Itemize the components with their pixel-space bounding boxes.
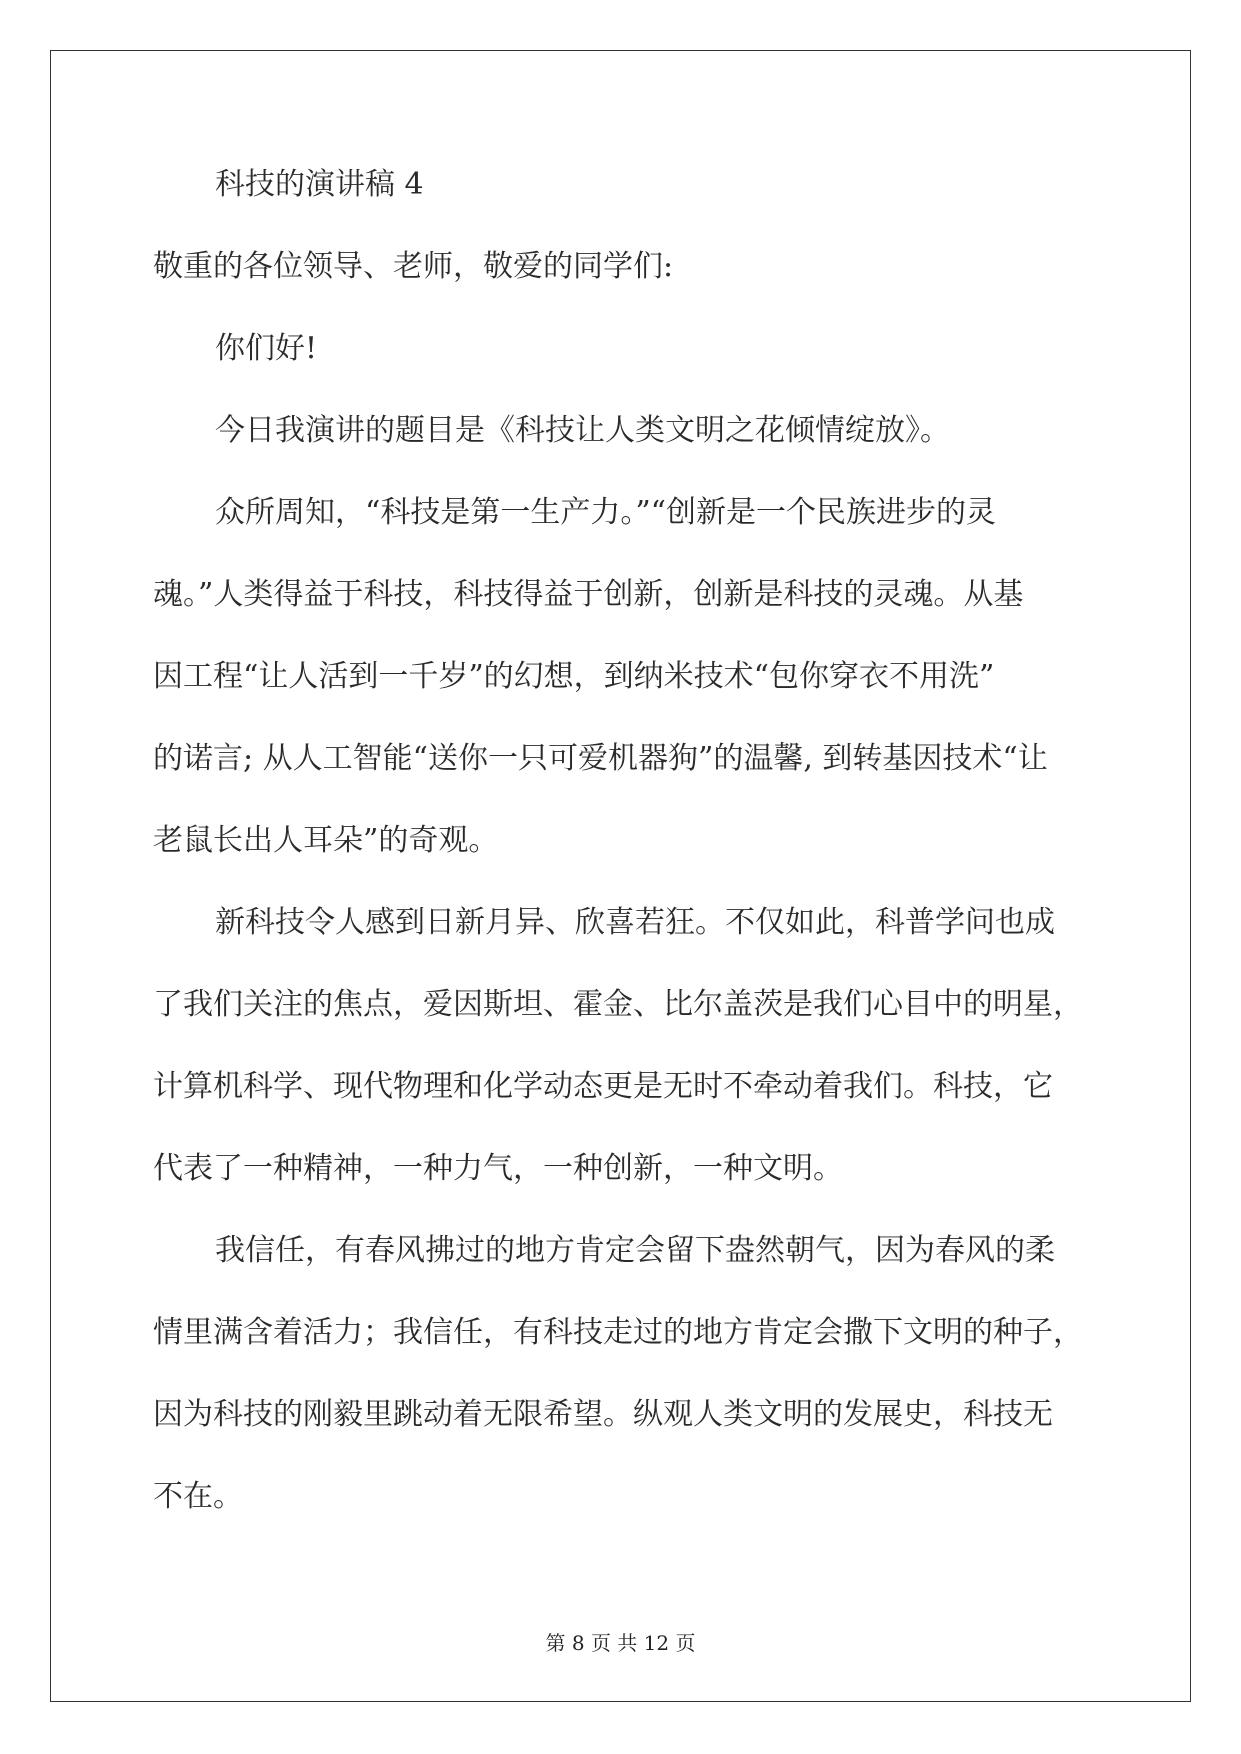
paragraph-line: 新科技令人感到日新月异、欣喜若狂。不仅如此，科普学问也成 xyxy=(215,905,1055,940)
paragraph-line: 因为科技的刚毅里跳动着无限希望。纵观人类文明的发展史，科技无 xyxy=(153,1397,1053,1432)
paragraph-line: 计算机科学、现代物理和化学动态更是无时不牵动着我们。科技，它 xyxy=(153,1069,1053,1104)
page-number-footer: 第 8 页 共 12 页 xyxy=(545,1631,696,1655)
speech-topic: 今日我演讲的题目是《科技让人类文明之花倾情绽放》。 xyxy=(215,413,950,448)
paragraph-1 xyxy=(153,493,1093,861)
paragraph-line: 我信任，有春风拂过的地方肯定会留下盎然朝气，因为春风的柔 xyxy=(215,1233,1055,1268)
paragraph-line: 的诺言; 从人工智能“送你一只可爱机器狗”的温馨, 到转基因技术“让 xyxy=(153,741,1048,776)
paragraph-line: 魂。”人类得益于科技，科技得益于创新，创新是科技的灵魂。从基 xyxy=(153,577,1024,612)
paragraph-line: 老鼠长出人耳朵”的奇观。 xyxy=(153,823,499,858)
paragraph-line: 情里满含着活力；我信任，有科技走过的地方肯定会撒下文明的种子， xyxy=(153,1315,1083,1350)
paragraph-line: 因工程“让人活到一千岁”的幻想，到纳米技术“包你穿衣不用洗” xyxy=(153,659,995,694)
salutation: 敬重的各位领导、老师，敬爱的同学们: xyxy=(153,249,674,284)
paragraph-line: 了我们关注的焦点，爱因斯坦、霍金、比尔盖茨是我们心目中的明星， xyxy=(153,987,1083,1022)
paragraph-2 xyxy=(153,903,1093,1189)
document-body xyxy=(153,165,1093,1559)
paragraph-line: 代表了一种精神，一种力气，一种创新，一种文明。 xyxy=(153,1151,843,1186)
paragraph-line: 不在。 xyxy=(153,1479,243,1514)
document-title: 科技的演讲稿 4 xyxy=(215,167,424,202)
paragraph-3 xyxy=(153,1231,1093,1517)
paragraph-line: 众所周知，“科技是第一生产力。”“创新是一个民族进步的灵 xyxy=(215,495,997,530)
greeting: 你们好! xyxy=(215,331,318,366)
